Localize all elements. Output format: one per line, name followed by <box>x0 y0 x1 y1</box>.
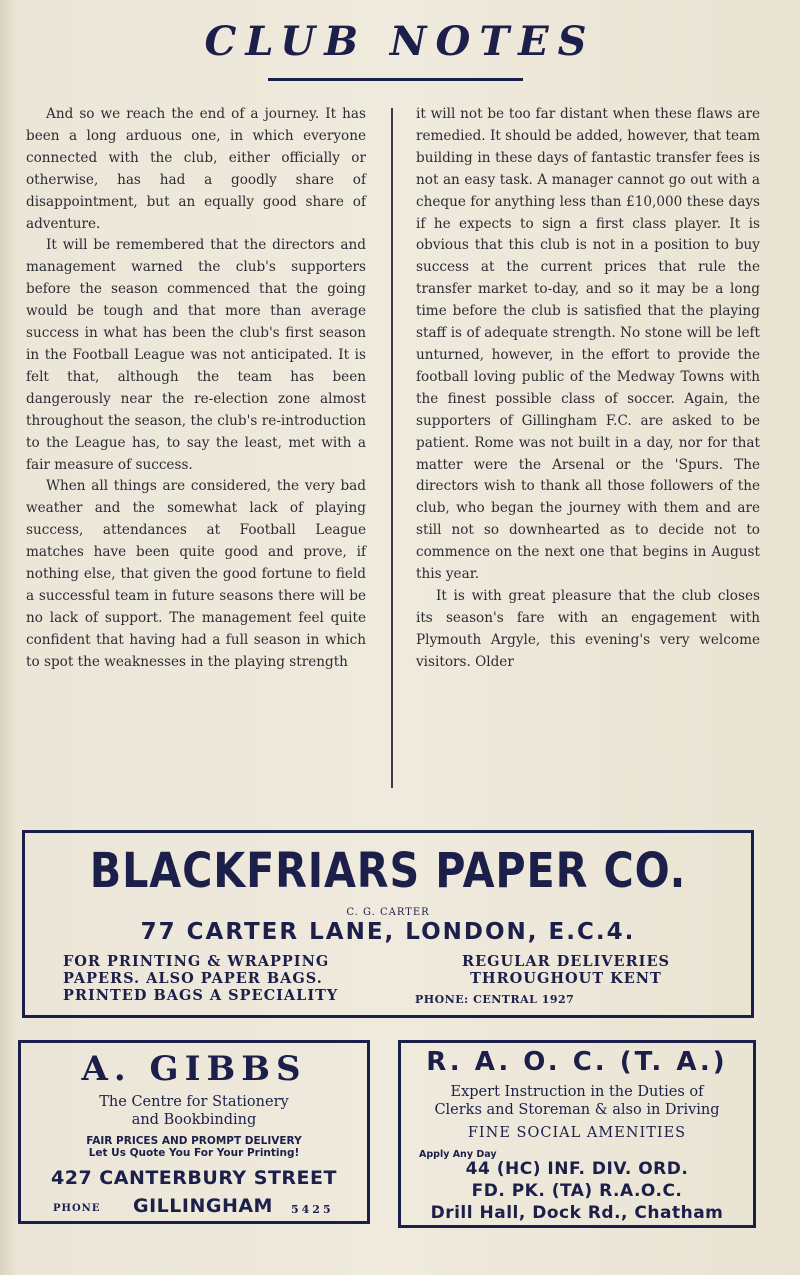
page-title: CLUB NOTES <box>204 18 596 65</box>
blackfriars-phone: PHONE: CENTRAL 1927 <box>415 993 575 1006</box>
raoc-unit-line: 44 (HC) INF. DIV. ORD. <box>465 1159 689 1179</box>
article-paragraph: And so we reach the end of a journey. It has been a long arduous one, in which everyone connected with the club, either officially or otherwise, has had a goodly share of disappointment, but an equally good share of adventure. <box>26 106 366 232</box>
raoc-apply: Apply Any Day <box>419 1149 497 1160</box>
article-right-column <box>416 104 760 674</box>
article-left-column <box>26 104 366 674</box>
gibbs-street: 427 CANTERBURY STREET <box>51 1167 337 1189</box>
blackfriars-advert <box>22 830 754 1018</box>
blackfriars-service-line: PRINTED BAGS A SPECIALITY <box>63 987 339 1004</box>
column-divider <box>391 108 393 788</box>
gibbs-name: A. GIBBS <box>81 1049 307 1089</box>
blackfriars-name: BLACKFRIARS PAPER CO. <box>89 843 687 899</box>
blackfriars-address: 77 CARTER LANE, LONDON, E.C.4. <box>140 919 636 945</box>
article-paragraph: It will be remembered that the directors and management warned the club's supporters before the season commenced that the going would be tough and that more than average success in what has been the club's first season in the Football League was not anticipated. It is felt that, although the team has been dangerously near the re-election zone almost throughout the season, the club's re-introduction to the League has, to say the least, met with a fair measure of success. <box>26 237 366 473</box>
raoc-name: R. A. O. C. (T. A.) <box>426 1047 728 1077</box>
raoc-expert-line: Expert Instruction in the Duties of <box>450 1084 704 1100</box>
article-paragraph: When all things are considered, the very bad weather and the somewhat lack of playing success, attendances at Football League matches have been quite good and prove, if nothing else, that given the good fortune to field a successful team in future seasons there will be no lack of support. The management feel quite confident that having had a full season in which to spot the weaknesses in the playing strength <box>26 478 366 670</box>
title-underline <box>268 78 523 81</box>
raoc-advert <box>398 1040 756 1228</box>
gibbs-town: GILLINGHAM <box>133 1195 273 1217</box>
gibbs-tagline-line: and Bookbinding <box>131 1112 257 1128</box>
gibbs-offer <box>21 1135 367 1159</box>
blackfriars-service-line: FOR PRINTING & WRAPPING <box>63 953 330 970</box>
gibbs-tagline-line: The Centre for Stationery <box>99 1094 289 1110</box>
raoc-expert <box>401 1083 753 1119</box>
blackfriars-delivery-line: REGULAR DELIVERIES <box>462 953 670 970</box>
blackfriars-proprietor: C. G. CARTER <box>346 907 430 918</box>
gibbs-phone-number: 5425 <box>291 1203 334 1216</box>
blackfriars-services <box>63 953 338 1004</box>
gibbs-tagline <box>21 1093 367 1129</box>
raoc-expert-line: Clerks and Storeman & also in Driving <box>434 1102 720 1118</box>
gibbs-advert <box>18 1040 370 1224</box>
raoc-unit-line: FD. PK. (TA) R.A.O.C. <box>471 1181 683 1201</box>
article-paragraph: It is with great pleasure that the club closes its season's fare with an engagement with Plymouth Argyle, this evening's very welcome visitors. Older <box>416 587 760 670</box>
blackfriars-deliveries <box>421 953 711 987</box>
blackfriars-delivery-line: THROUGHOUT KENT <box>470 970 662 987</box>
blackfriars-service-line: PAPERS. ALSO PAPER BAGS. <box>63 970 323 987</box>
raoc-address: Drill Hall, Dock Rd., Chatham <box>430 1203 724 1223</box>
article-paragraph: it will not be too far distant when these flaws are remedied. It should be added, however, that team building in these days of fantastic transfer fees is not an easy task. A manager cannot go out with a cheque for anything less than £10,000 these days if he expects to sign a first class player. It is obvious that this club is not in a position to buy success at the current prices that rule the transfer market to-day, and so it may be a long time before the club is satisfied that the playing staff is of adequate strength. No stone will be left unturned, however, in the effort to provide the football loving public of the Medway Towns with the finest possible class of soccer. Again, the supporters of Gillingham F.C. are asked to be patient. Rome was not built in a day, nor for that matter were the Arsenal or the 'Spurs. The directors wish to thank all those followers of the club, who began the journey with them and are still not so downhearted as to decide not to commence on the next one that begins in August this year. <box>416 106 760 583</box>
raoc-social: FINE SOCIAL AMENITIES <box>467 1125 687 1141</box>
gibbs-offer-line: FAIR PRICES AND PROMPT DELIVERY <box>86 1135 302 1147</box>
gibbs-offer-line: Let Us Quote You For Your Printing! <box>88 1147 300 1159</box>
gibbs-phone-label: PHONE <box>53 1203 101 1214</box>
